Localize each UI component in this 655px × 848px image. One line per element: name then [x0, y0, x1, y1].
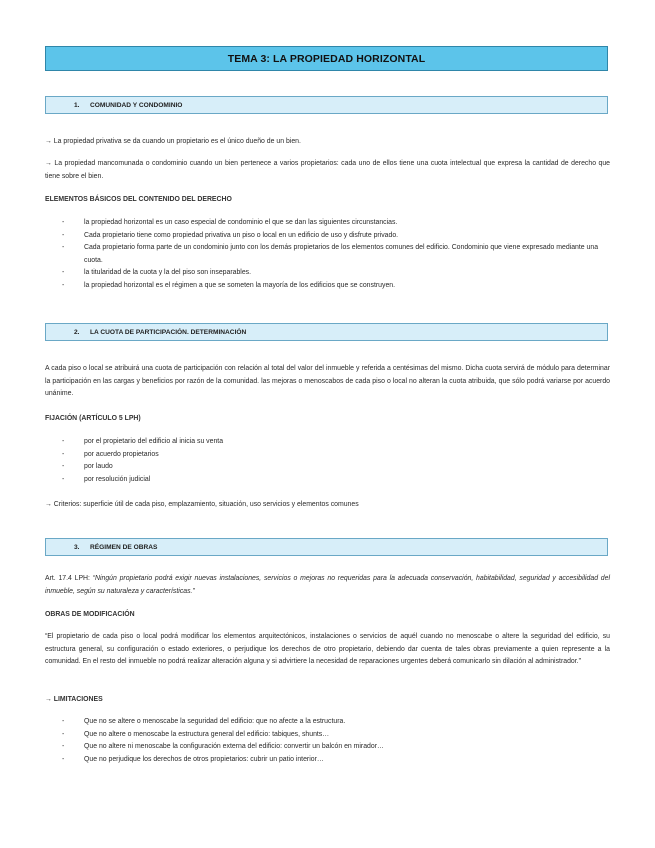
section-label: LA CUOTA DE PARTICIPACIÓN. DETERMINACIÓN	[90, 329, 247, 336]
section-header-1	[45, 96, 608, 114]
section-header-3	[45, 538, 608, 556]
list-item: - la propiedad horizontal es un caso especial de condominio el que se dan las siguientes circunstancias.	[62, 219, 398, 226]
paragraph-propiedad-mancomunada: → La propiedad mancomunada o condominio cuando un bien pertenece a varios propietarios: cada uno de ellos tiene una cuota intelectual que expresa la cantidad de derecho que tiene sobre el bien.	[45, 160, 610, 180]
list-item: - la propiedad horizontal es el régimen a que se someten la mayoría de los edificios que se construyen.	[62, 281, 396, 289]
section-header-2	[45, 323, 608, 341]
article-quote: “Ningún propietario podrá exigir nuevas instalaciones, servicios o mejoras no requeridas para la adecuada conservación, habitabilidad, seguridad y accesibilidad del inmueble, según su naturaleza y características.”	[45, 575, 610, 595]
list-item: - Cada propietario tiene como propiedad privativa un piso o local en un edificio de uso y disfrute privado.	[62, 231, 399, 239]
list-item: - Que no perjudique los derechos de otros propietarios: cubrir un patio interior…	[62, 755, 324, 763]
list-item: - Que no altere o menoscabe la estructura general del edificio: tabiques, shunts…	[62, 730, 330, 738]
section-label: COMUNIDAD Y CONDOMINIO	[90, 102, 183, 109]
subheading-fijacion: FIJACIÓN (ARTÍCULO 5 LPH)	[45, 415, 141, 422]
section-label: RÉGIMEN DE OBRAS	[90, 544, 158, 551]
list-item: - Cada propietario forma parte de un condominio junto con los demás propietarios de los elementos comunes del edificio. Condominio que viene expresado mediante una cuota.	[62, 244, 599, 264]
list-fijacion	[62, 436, 610, 486]
paragraph-propiedad-privativa: → La propiedad privativa se da cuando un propietario es el único dueño de un bien.	[45, 138, 301, 145]
subheading-elementos-basicos: ELEMENTOS BÁSICOS DEL CONTENIDO DEL DERECHO	[45, 196, 232, 203]
list-limitaciones	[62, 716, 610, 766]
list-item: - Que no altere ni menoscabe la configuración externa del edificio: convertir un balcón en mirador…	[62, 743, 384, 750]
paragraph-articulo-17-4	[45, 573, 610, 598]
section-number: 2.	[74, 329, 80, 336]
list-item: - por laudo	[62, 463, 113, 470]
list-item: - Que no se altere o menoscabe la seguridad del edificio: que no afecte a la estructura.	[62, 718, 346, 725]
list-item: - por resolución judicial	[62, 475, 151, 483]
paragraph-criterios: → Criterios: superficie útil de cada piso, emplazamiento, situación, uso servicios y elementos comunes	[45, 501, 359, 508]
paragraph-cuota: A cada piso o local se atribuirá una cuota de participación con relación al total del valor del inmueble y referida a centésimas del mismo. Dicha cuota servirá de módulo para determinar la participación en las cargas y beneficios por razón de la comunidad. las mejoras o menoscabos de cada piso o local no alteran la cuota atribuida, que sólo podrá variarse por acuerdo unánime.	[45, 365, 610, 397]
subheading-limitaciones: → LIMITACIONES	[45, 696, 103, 703]
list-item: - por el propietario del edificio al inicia su venta	[62, 438, 224, 445]
section-number: 1.	[74, 102, 80, 109]
list-item: - por acuerdo propietarios	[62, 450, 159, 458]
paragraph-obras-modificacion: “El propietario de cada piso o local podrá modificar los elementos arquitectónicos, instalaciones o servicios de aquél cuando no menoscabe o altere la seguridad del edificio, su estructura general, su configuración o estado exteriores, o perjudique los derechos de otro propietario, debiendo dar cuenta de tales obras previamente a quien represente a la comunidad. En el resto del inmueble no podrá realizar alteración alguna y si advirtiere la necesidad de reparaciones urgentes deberá comunicarlo sin dilación al administrador.”	[45, 633, 610, 665]
section-number: 3.	[74, 544, 80, 551]
list-item: - la titularidad de la cuota y la del piso son inseparables.	[62, 269, 252, 276]
article-label: Art. 17.4 LPH:	[45, 575, 90, 582]
subheading-obras-modificacion: OBRAS DE MODIFICACIÓN	[45, 611, 135, 618]
document-title: TEMA 3: LA PROPIEDAD HORIZONTAL	[45, 46, 608, 71]
list-elementos-basicos	[62, 217, 610, 292]
